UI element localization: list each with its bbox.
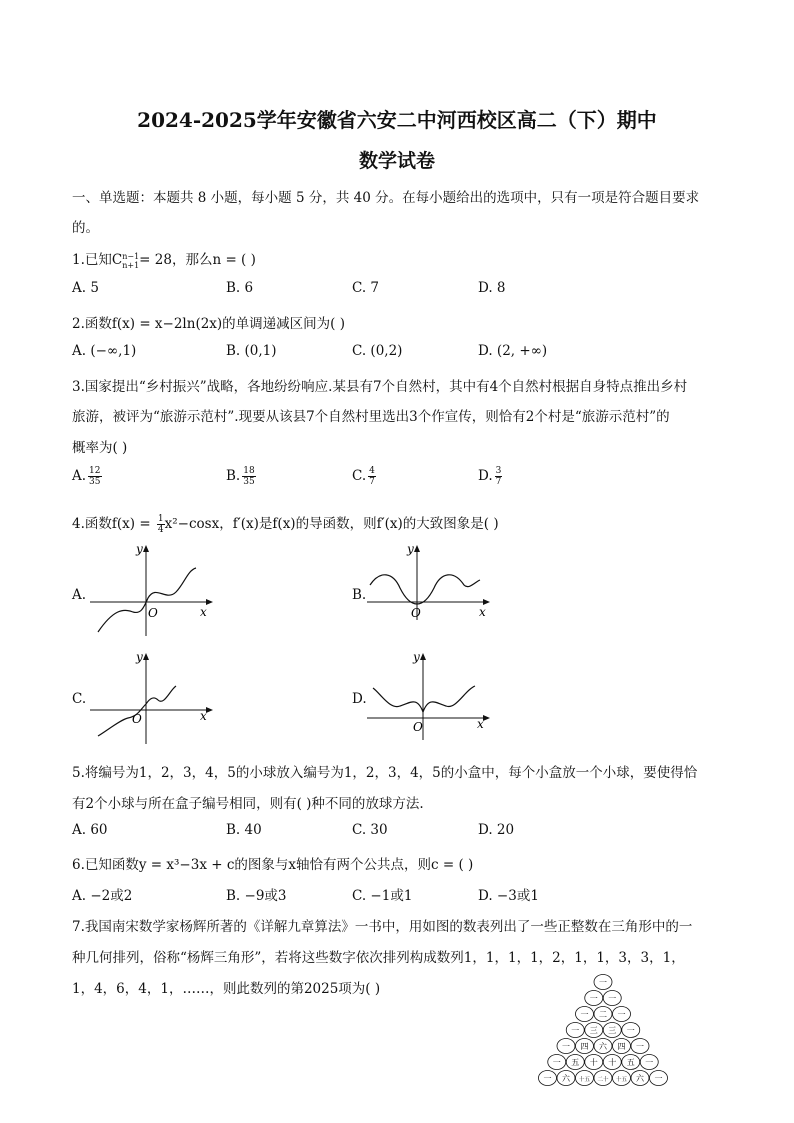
triangle-cell [585, 1023, 603, 1038]
origin-label: O [411, 606, 421, 620]
q4-graph-b[interactable] [365, 540, 495, 640]
question-6: 6.已知函数y = x³−3x + c的图象与x轴恰有两个公共点，则c = ( ) [72, 857, 474, 873]
triangle-cell [594, 1007, 612, 1022]
exam-subtitle: 数学试卷 [358, 150, 435, 172]
q6-option-a[interactable]: A. −2或2 [72, 888, 133, 904]
triangle-cell [576, 1007, 594, 1022]
q3-option-a[interactable] [72, 466, 102, 487]
triangle-cell [622, 1023, 640, 1038]
triangle-cell [594, 1039, 612, 1054]
svg-text:一: 一 [543, 1074, 552, 1083]
svg-text:一: 一 [589, 994, 598, 1003]
svg-text:二: 二 [599, 1010, 607, 1019]
q3-option-d[interactable] [478, 466, 502, 487]
svg-text:三: 三 [589, 1026, 598, 1035]
q3-c-label: C. [352, 468, 367, 484]
q3-b-label: B. [226, 468, 241, 484]
q1-sub: n+1 [122, 260, 140, 270]
svg-text:十: 十 [589, 1058, 598, 1067]
triangle-cell [585, 1055, 603, 1070]
q4-graph-a[interactable] [88, 540, 218, 640]
q3-d-num: 3 [495, 466, 502, 476]
q4-text-a: 4.函数f(x) = [72, 516, 155, 532]
q3-b-num: 18 [243, 466, 255, 476]
question-3-line2: 旅游，被评为“旅游示范村”.现要从该县7个自然村里选出3个作宣传，则恰有2个村是“旅游示范村”的 [72, 409, 670, 425]
triangle-cell [594, 975, 612, 990]
question-7-line2: 种几何排列，俗称“杨辉三角形”，若将这些数字依次排列构成数列1，1，1，1，2，1，1，3，3，1， [72, 950, 685, 966]
question-3-line3: 概率为( ) [72, 440, 128, 456]
axis-x-label: x [200, 605, 207, 619]
q4-graph-d[interactable] [365, 648, 495, 748]
svg-text:十: 十 [608, 1058, 617, 1067]
q3-option-c[interactable] [352, 466, 376, 487]
triangle-cell [631, 1039, 649, 1054]
svg-text:五: 五 [571, 1058, 580, 1067]
exam-title: 2024-2025学年安徽省六安二中河西校区高二（下）期中 [137, 108, 657, 132]
q3-a-den: 35 [89, 477, 101, 487]
svg-text:六: 六 [562, 1074, 570, 1083]
q2-option-c[interactable]: C. (0,2) [352, 343, 403, 359]
section-instructions-line1: 一、单选题：本题共 8 小题，每小题 5 分，共 40 分。在每小题给出的选项中，只有一项是符合题目要求 [72, 190, 700, 206]
svg-text:一: 一 [626, 1026, 635, 1035]
svg-text:一: 一 [654, 1074, 663, 1083]
q6-option-b[interactable]: B. −9或3 [226, 888, 287, 904]
q4-option-b[interactable]: B. [352, 587, 367, 603]
q3-option-b[interactable] [226, 466, 256, 487]
svg-text:一: 一 [580, 1010, 589, 1019]
q1-sup: n−1 [122, 251, 140, 261]
axis-y-label: y [407, 542, 414, 556]
q3-c-num: 4 [369, 466, 375, 476]
svg-text:四: 四 [580, 1042, 589, 1051]
triangle-cell [557, 1039, 575, 1054]
svg-text:一: 一 [636, 1042, 644, 1051]
svg-text:十五: 十五 [615, 1077, 628, 1083]
q1-option-d[interactable]: D. 8 [478, 280, 506, 296]
question-1 [72, 248, 256, 270]
q4-option-d[interactable]: D. [352, 691, 367, 707]
triangle-cell [650, 1071, 668, 1086]
triangle-cell [585, 991, 603, 1006]
svg-text:一: 一 [599, 978, 607, 987]
axis-y-label: y [413, 650, 420, 664]
triangle-cell [603, 1023, 621, 1038]
axis-x-label: x [479, 605, 486, 619]
triangle-cell [613, 1007, 631, 1022]
triangle-cell [631, 1071, 649, 1086]
svg-text:五: 五 [626, 1058, 635, 1067]
yanghui-triangle-figure [533, 972, 673, 1090]
svg-text:一: 一 [571, 1026, 580, 1035]
question-5-line2: 有2个小球与所在盒子编号相同，则有( )种不同的放球方法. [72, 796, 424, 812]
q3-a-num: 12 [89, 466, 101, 476]
q5-option-b[interactable]: B. 40 [226, 822, 262, 838]
svg-text:一: 一 [645, 1058, 654, 1067]
q5-option-a[interactable]: A. 60 [72, 822, 108, 838]
svg-text:六: 六 [636, 1074, 644, 1083]
svg-text:三: 三 [608, 1026, 617, 1035]
triangle-cell [566, 1023, 584, 1038]
q3-a-label: A. [72, 468, 87, 484]
triangle-cell [613, 1039, 631, 1054]
triangle-cell [640, 1055, 658, 1070]
question-2: 2.函数f(x) = x−2ln(2x)的单调递减区间为( ) [72, 316, 346, 332]
q6-option-c[interactable]: C. −1或1 [352, 888, 413, 904]
q3-d-label: D. [478, 468, 493, 484]
triangle-cell [548, 1055, 566, 1070]
q1-option-b[interactable]: B. 6 [226, 280, 254, 296]
triangle-cell [613, 1071, 631, 1086]
axis-x-label: x [200, 709, 207, 723]
q4-option-a[interactable]: A. [72, 587, 87, 603]
svg-text:一: 一 [552, 1058, 561, 1067]
origin-label: O [132, 712, 142, 726]
q2-option-d[interactable]: D. (2, +∞) [478, 343, 548, 359]
q2-option-b[interactable]: B. (0,1) [226, 343, 277, 359]
q1-option-c[interactable]: C. 7 [352, 280, 380, 296]
triangle-cell [603, 1055, 621, 1070]
origin-label: O [413, 720, 423, 734]
axis-y-label: y [136, 542, 143, 556]
svg-text:一: 一 [608, 994, 617, 1003]
triangle-cell [603, 991, 621, 1006]
axis-x-label: x [477, 717, 484, 731]
q1-text-b: = 28，那么n = ( ) [139, 252, 256, 268]
question-3-line1: 3.国家提出“乡村振兴”战略，各地纷纷响应.某县有7个自然村，其中有4个自然村根据自身特点推出乡村 [72, 379, 688, 395]
svg-text:十五: 十五 [578, 1077, 591, 1083]
q3-c-den: 7 [369, 477, 375, 487]
q3-b-den: 35 [243, 477, 255, 487]
svg-text:一: 一 [562, 1042, 570, 1051]
section-instructions-line2: 的。 [72, 220, 99, 236]
svg-text:六: 六 [599, 1042, 607, 1051]
triangle-cell [576, 1071, 594, 1086]
svg-text:一: 一 [617, 1010, 626, 1019]
q5-option-d[interactable]: D. 20 [478, 822, 515, 838]
question-7-line1: 7.我国南宋数学家杨辉所著的《详解九章算法》一书中，用如图的数表列出了一些正整数在三角形中的一 [72, 919, 693, 935]
triangle-cell [557, 1071, 575, 1086]
triangle-cell [566, 1055, 584, 1070]
question-7-line3: 1，4，6，4，1，……，则此数列的第2025项为( ) [72, 981, 381, 997]
q2-option-a[interactable]: A. (−∞,1) [72, 343, 137, 359]
question-5-line1: 5.将编号为1，2，3，4，5的小球放入编号为1，2，3，4，5的小盒中，每个小盒放一个小球，要使得恰 [72, 765, 698, 781]
q1-text-a: 1.已知C [72, 252, 123, 268]
triangle-cell [576, 1039, 594, 1054]
q4-frac-num: 1 [157, 514, 164, 524]
q1-option-a[interactable]: A. 5 [72, 280, 99, 296]
q4-graph-c[interactable] [88, 648, 218, 748]
q5-option-c[interactable]: C. 30 [352, 822, 388, 838]
question-4 [72, 512, 499, 535]
origin-label: O [148, 606, 158, 620]
q4-frac-den: 4 [157, 525, 164, 535]
svg-text:二十: 二十 [597, 1077, 609, 1083]
q4-text-b: x²−cosx，f′(x)是f(x)的导函数，则f′(x)的大致图象是( ) [164, 516, 499, 532]
triangle-cell [539, 1071, 557, 1086]
axis-y-label: y [136, 650, 143, 664]
q3-d-den: 7 [495, 477, 502, 487]
svg-text:四: 四 [617, 1042, 626, 1051]
triangle-cell [594, 1071, 612, 1086]
triangle-cell [622, 1055, 640, 1070]
q4-option-c[interactable]: C. [72, 691, 87, 707]
q6-option-d[interactable]: D. −3或1 [478, 888, 539, 904]
